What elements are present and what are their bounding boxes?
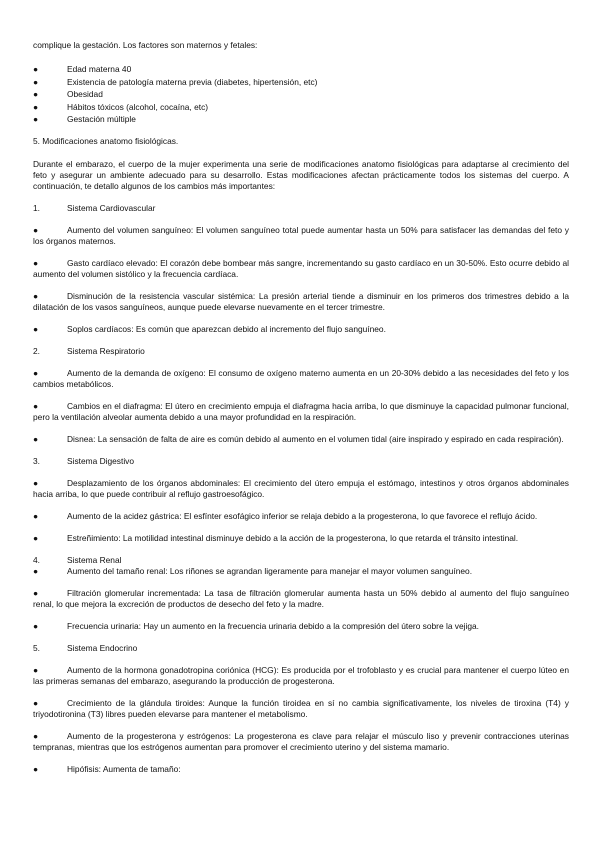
list-item: ● Crecimiento de la glándula tiroides: Aunque la función tiroidea en sí no cambia significativamente, los niveles de tiroxina (T4) y triyodotironina (T3) libres pueden elevarse para mantener el metabolismo.	[33, 697, 569, 719]
list-item: ● Aumento de la progesterona y estrógenos: La progesterona es clave para relajar el músculo liso y prevenir contracciones uterinas tempranas, mientras que los estrógenos aumentan para promover el crecimiento uterino y del sistema mamario.	[33, 730, 569, 752]
system-heading: 1. Sistema Cardiovascular	[33, 202, 156, 213]
bullet-icon: ●	[33, 532, 39, 543]
bullet-icon: ●	[33, 367, 39, 378]
bullet-icon: ●	[33, 400, 39, 411]
list-item: ● Aumento de la demanda de oxígeno: El consumo de oxígeno materno aumenta en un 20-30% debido a las necesidades del feto y los cambios metabólicos.	[33, 367, 569, 389]
bullet-icon: ●	[33, 620, 39, 631]
list-item: ● Aumento del volumen sanguíneo: El volumen sanguíneo total puede aumentar hasta un 50% para satisfacer las demandas del feto y los órganos maternos.	[33, 224, 569, 246]
list-item: ● Estreñimiento: La motilidad intestinal disminuye debido a la acción de la progesterona, lo que retarda el tránsito intestinal.	[33, 532, 519, 543]
bullet-icon: ●	[33, 730, 39, 741]
bullet-icon: ●	[33, 565, 39, 576]
system-heading: 2. Sistema Respiratorio	[33, 345, 145, 356]
list-item: ● Cambios en el diafragma: El útero en crecimiento empuja el diafragma hacia arriba, lo que disminuye la capacidad pulmonar funcional, pero la ventilación alveolar aumenta debido a una mayor profundidad en la respiración.	[33, 400, 569, 422]
bullet-icon: ●	[33, 257, 39, 268]
list-item: ● Desplazamiento de los órganos abdominales: El crecimiento del útero empuja el estómago, intestinos y otros órganos abdominales hacia arriba, lo que puede contribuir al reflujo gastroesofágico.	[33, 477, 569, 499]
bullet-icon: ●	[33, 114, 39, 125]
bullet-icon: ●	[33, 290, 39, 301]
system-heading: 3. Sistema Digestivo	[33, 455, 135, 466]
list-item: ● Gestación múltiple	[33, 114, 136, 125]
list-item: ● Hipófisis: Aumenta de tamaño:	[33, 763, 181, 774]
document-page	[33, 40, 569, 786]
bullet-icon: ●	[33, 323, 39, 334]
list-item: ● Aumento de la hormona gonadotropina coriónica (HCG): Es producida por el trofoblasto y es crucial para mantener el cuerpo lúteo en las primeras semanas del embarazo, asegurando la producción de progesterona.	[33, 664, 569, 686]
section-intro: Durante el embarazo, el cuerpo de la mujer experimenta una serie de modificaciones anatomo fisiológicas para adaptarse al crecimiento del feto y asegurar un ambiente adecuado para su desarrollo. Estas modificaciones afectan prácticamente todos los sistemas del cuerpo. A continuación, te detallo algunos de los cambios más importantes:	[33, 158, 569, 191]
system-heading: 5. Sistema Endocrino	[33, 642, 138, 653]
list-item: ● Aumento de la acidez gástrica: El esfínter esofágico inferior se relaja debido a la progesterona, lo que favorece el reflujo ácido.	[33, 510, 538, 521]
list-item: ● Soplos cardíacos: Es común que aparezcan debido al incremento del flujo sanguíneo.	[33, 323, 386, 334]
bullet-icon: ●	[33, 763, 39, 774]
section-title: 5. Modificaciones anatomo fisiológicas.	[33, 135, 179, 146]
risk-factor-list	[33, 63, 569, 126]
list-item: ● Edad materna 40	[33, 64, 132, 74]
bullet-icon: ●	[33, 587, 39, 598]
list-item: ● Gasto cardíaco elevado: El corazón debe bombear más sangre, incrementando su gasto cardíaco en un 30-50%. Esto ocurre debido al aumento del volumen sistólico y la frecuencia cardíaca.	[33, 257, 569, 279]
list-item: ● Hábitos tóxicos (alcohol, cocaína, etc)	[33, 101, 209, 112]
list-item: ● Aumento del tamaño renal: Los riñones se agrandan ligeramente para manejar el mayor volumen sanguíneo.	[33, 565, 473, 576]
list-item: ● Disnea: La sensación de falta de aire es común debido al aumento en el volumen tidal (aire inspirado y espirado en cada respiración).	[33, 433, 564, 444]
system-heading: 4. Sistema Renal	[33, 554, 122, 565]
list-item: ● Disminución de la resistencia vascular sistémica: La presión arterial tiende a disminuir en los primeros dos trimestres debido a la dilatación de los vasos sanguíneos, aunque puede elevarse nuevamente en el tercer trimestre.	[33, 290, 569, 312]
bullet-icon: ●	[33, 664, 39, 675]
list-item: ● Frecuencia urinaria: Hay un aumento en la frecuencia urinaria debido a la compresión del útero sobre la vejiga.	[33, 620, 480, 631]
bullet-icon: ●	[33, 76, 39, 87]
bullet-icon: ●	[33, 89, 39, 100]
intro-line: complique la gestación. Los factores son maternos y fetales:	[33, 40, 258, 50]
bullet-icon: ●	[33, 224, 39, 235]
bullet-icon: ●	[33, 477, 39, 488]
list-item: ● Existencia de patología materna previa (diabetes, hipertensión, etc)	[33, 76, 318, 87]
list-item: ● Filtración glomerular incrementada: La tasa de filtración glomerular aumenta hasta un 50% debido al aumento del flujo sanguíneo renal, lo que mejora la excreción de productos de desecho del feto y la madre.	[33, 587, 569, 609]
bullet-icon: ●	[33, 433, 39, 444]
bullet-icon: ●	[33, 697, 39, 708]
list-item: ● Obesidad	[33, 89, 103, 100]
bullet-icon: ●	[33, 101, 39, 112]
bullet-icon: ●	[33, 64, 39, 74]
bullet-icon: ●	[33, 510, 39, 521]
